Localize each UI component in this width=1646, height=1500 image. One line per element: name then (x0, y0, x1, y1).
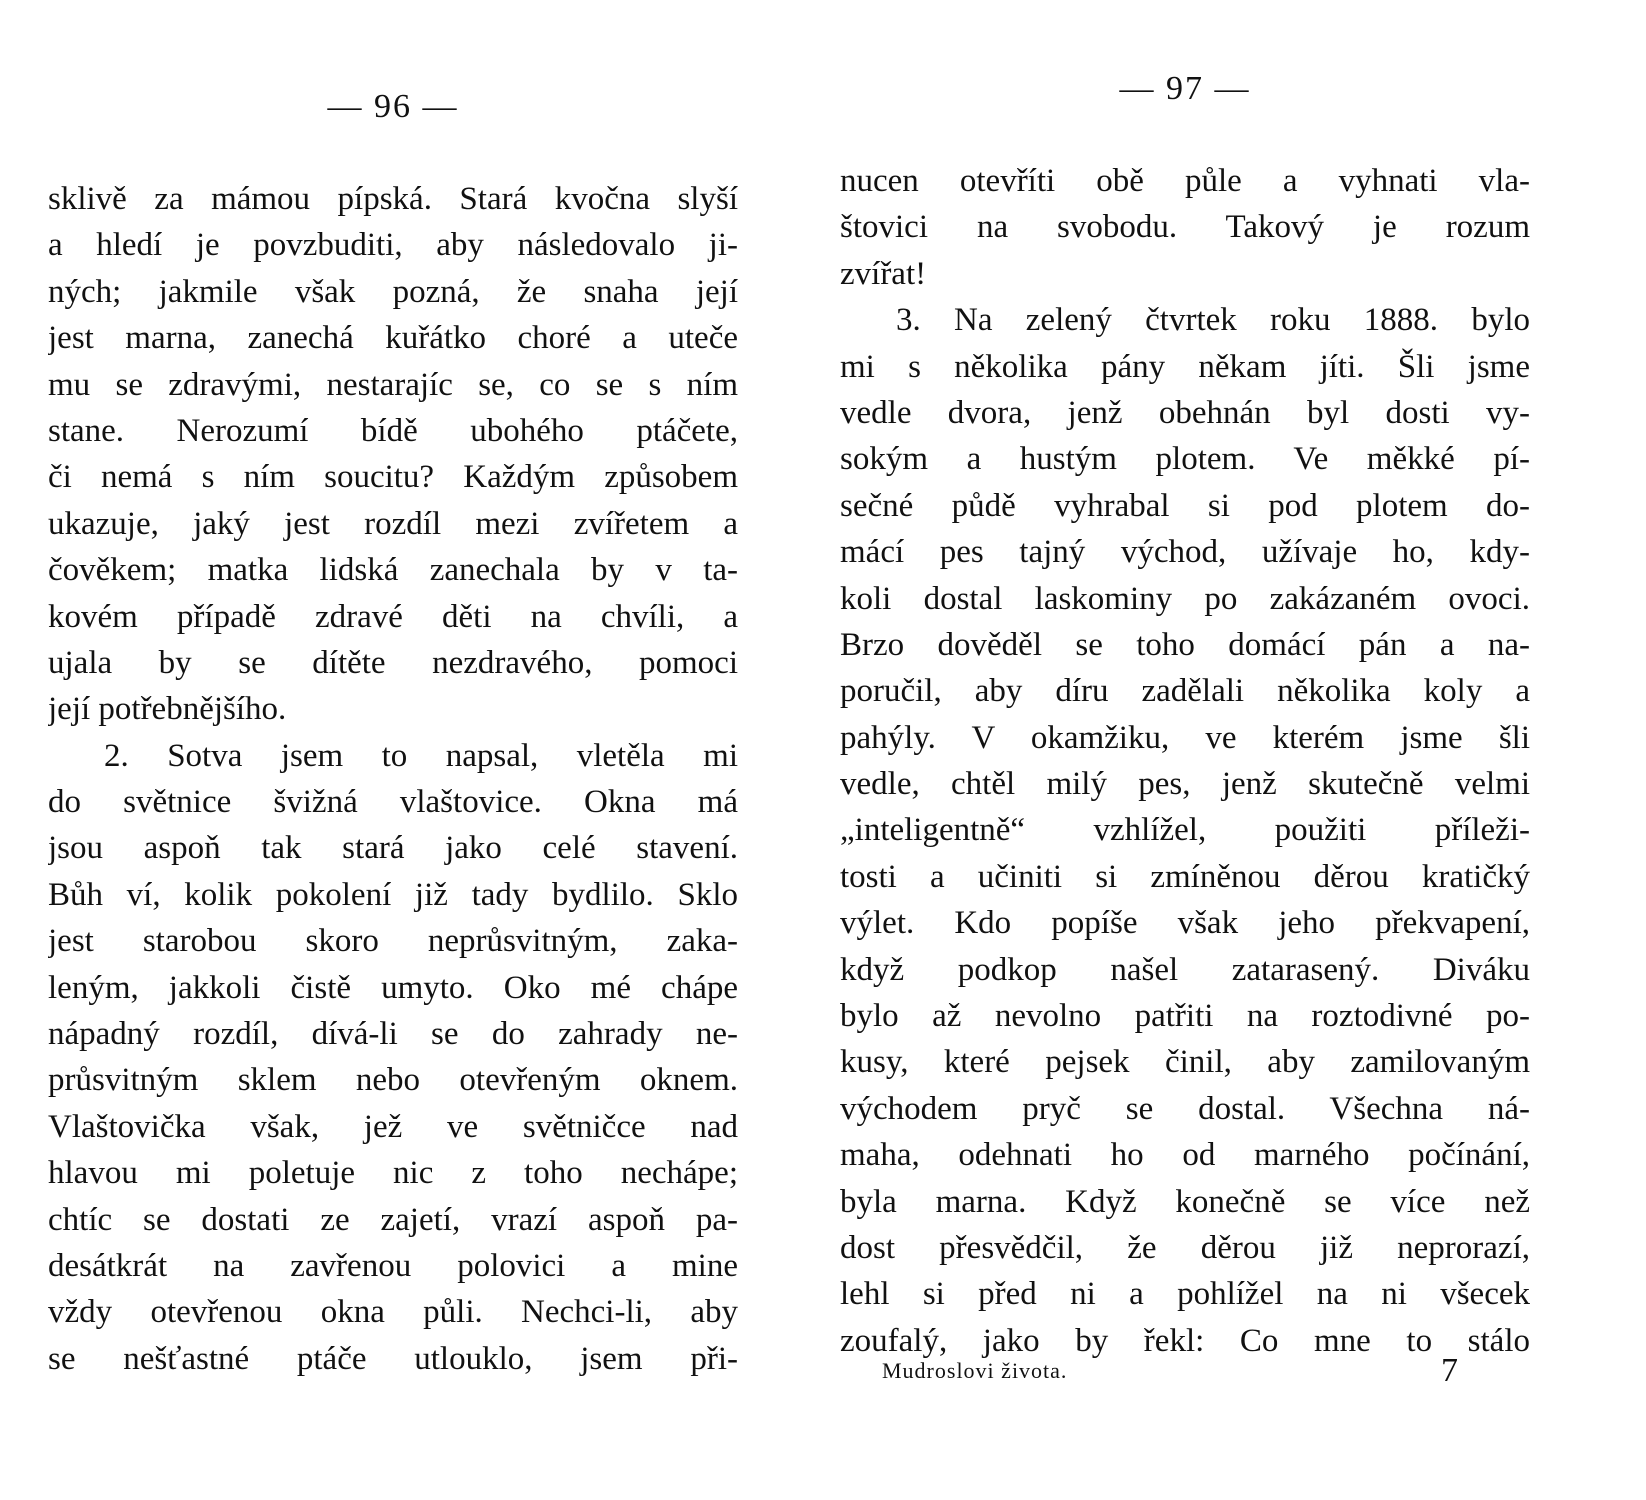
right-page (840, 0, 1530, 1500)
text-line: tosti a učiniti si zmíněnou děrou kratičký (840, 858, 1530, 895)
text-line: se nešťastné ptáče utlouklo, jsem při- (48, 1340, 738, 1377)
text-line: výlet. Kdo popíše však jeho překvapení, (840, 905, 1530, 942)
text-line: dost přesvědčil, že děrou již neprorazí, (840, 1229, 1530, 1266)
text-line: Brzo dověděl se toho domácí pán a na- (840, 626, 1530, 663)
signature-mark: Mudroslovi života. (882, 1358, 1068, 1383)
page-footer (840, 1352, 1530, 1392)
text-line: stane. Nerozumí bídě ubohého ptáčete, (48, 412, 738, 449)
text-line: zoufalý, jako by řekl: Co mne to stálo (840, 1322, 1530, 1359)
page-text (48, 176, 738, 1382)
text-line: hlavou mi poletuje nic z toho nechápe; (48, 1155, 738, 1192)
text-line: kovém případě zdravé děti na chvíli, a (48, 598, 738, 635)
text-line: 2. Sotva jsem to napsal, vletěla mi (104, 737, 738, 774)
text-line: jsou aspoň tak stará jako celé stavení. (48, 830, 738, 867)
left-page (48, 0, 738, 1500)
text-line: ných; jakmile však pozná, že snaha její (48, 273, 738, 310)
text-line: sečné půdě vyhrabal si pod plotem do- (840, 487, 1530, 524)
text-line: pahýly. V okamžiku, ve kterém jsme šli (840, 719, 1530, 756)
text-line: jest marna, zanechá kuřátko choré a uteče (48, 320, 738, 357)
text-line: ukazuje, jaký jest rozdíl mezi zvířetem a (48, 505, 738, 542)
text-line: mácí pes tajný východ, užívaje ho, kdy- (840, 534, 1530, 571)
text-line: jest starobou skoro neprůsvitným, zaka- (48, 923, 738, 960)
text-line: zvířat! (840, 255, 927, 292)
text-line: Vlaštovička však, jež ve světničce nad (48, 1108, 738, 1145)
text-line: bylo až nevolno patřiti na roztodivné po- (840, 998, 1530, 1035)
text-line: 3. Na zelený čtvrtek roku 1888. bylo (896, 302, 1530, 339)
text-line: chtíc se dostati ze zajetí, vrazí aspoň pa- (48, 1201, 738, 1238)
text-line: její potřebnějšího. (48, 691, 287, 728)
page-number: — 97 — (1119, 70, 1251, 107)
text-line: štovici na svobodu. Takový je rozum (840, 209, 1530, 246)
text-line: maha, odehnati ho od marného počínání, (840, 1137, 1530, 1174)
text-line: leným, jakkoli čistě umyto. Oko mé chápe (48, 969, 738, 1006)
text-line: desátkrát na zavřenou polovici a mine (48, 1247, 738, 1284)
text-line: průsvitným sklem nebo otevřeným oknem. (48, 1062, 738, 1099)
text-line: nucen otevříti obě půle a vyhnati vla- (840, 163, 1530, 199)
text-line: nápadný rozdíl, dívá-li se do zahrady ne- (48, 1016, 738, 1053)
text-line: sokým a hustým plotem. Ve měkké pí- (840, 441, 1530, 478)
text-line: poručil, aby díru zadělali několika koly a (840, 673, 1530, 710)
text-line: či nemá s ním soucitu? Každým způsobem (48, 459, 738, 496)
text-line: když podkop našel zatarasený. Diváku (840, 951, 1530, 988)
text-line: a hledí je povzbuditi, aby následovalo ji- (48, 227, 738, 264)
text-line: mu se zdravými, nestarajíc se, co se s ním (48, 366, 738, 403)
text-line: mi s několika pány někam jíti. Šli jsme (840, 348, 1530, 385)
text-line: byla marna. Když konečně se více než (840, 1183, 1530, 1220)
sheet-number: 7 (1441, 1352, 1458, 1389)
text-line: ujala by se dítěte nezdravého, pomoci (48, 644, 738, 681)
text-line: vždy otevřenou okna půli. Nechci-li, aby (48, 1294, 738, 1331)
text-line: vedle, chtěl milý pes, jenž skutečně velmi (840, 766, 1530, 803)
text-line: kusy, které pejsek činil, aby zamilovaným (840, 1044, 1530, 1081)
text-line: do světnice švižná vlaštovice. Okna má (48, 784, 738, 821)
text-line: koli dostal laskominy po zakázaném ovoci. (840, 580, 1530, 617)
page-text (840, 158, 1530, 1364)
text-line: východem pryč se dostal. Všechna ná- (840, 1090, 1530, 1127)
text-line: vedle dvora, jenž obehnán byl dosti vy- (840, 394, 1530, 431)
text-line: sklivě za mámou pípská. Stará kvočna slyší (48, 181, 738, 217)
text-line: „inteligentně“ vzhlížel, použiti příleži- (840, 812, 1530, 849)
text-line: lehl si před ni a pohlížel na ni všecek (840, 1276, 1530, 1313)
text-line: čověkem; matka lidská zanechala by v ta- (48, 552, 738, 589)
page-number: — 96 — (327, 88, 459, 125)
text-line: Bůh ví, kolik pokolení již tady bydlilo. Sklo (48, 876, 738, 913)
